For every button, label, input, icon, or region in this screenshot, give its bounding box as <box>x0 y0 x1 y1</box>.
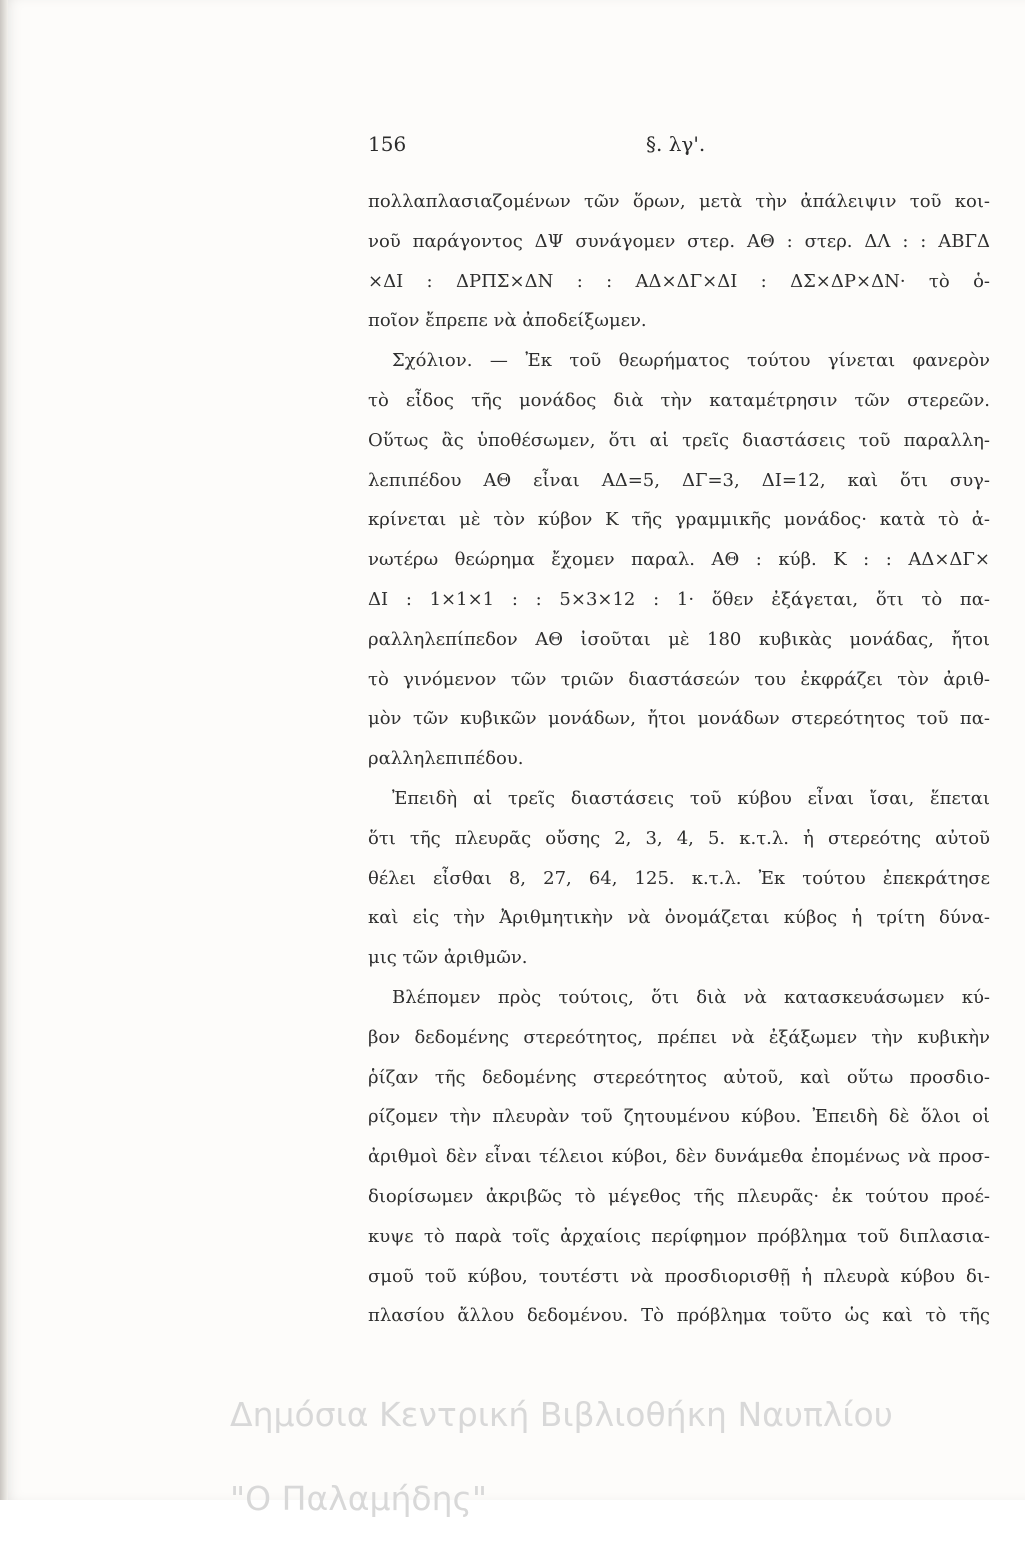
page-number: 156 <box>368 132 407 156</box>
text-line: τὸ γινόμενον τῶν τριῶν διαστάσεών του ἐκφράζει τὸν ἀριθ- <box>368 668 990 690</box>
text-line: καὶ εἰς τὴν Ἀριθμητικὴν νὰ ὀνομάζεται κύβος ἡ τρίτη δύνα- <box>368 907 990 929</box>
text-line: μὸν τῶν κυβικῶν μονάδων, ἤτοι μονάδων στερεότητος τοῦ πα- <box>368 708 990 730</box>
page-header <box>368 132 988 172</box>
text-line: διορίσωμεν ἀκριβῶς τὸ μέγεθος τῆς πλευρᾶς· ἐκ τούτου προέ- <box>368 1185 990 1207</box>
text-line: σμοῦ τοῦ κύβου, τουτέστι νὰ προσδιορισθῇ ἡ πλευρὰ κύβου δι- <box>368 1265 990 1287</box>
text-line: ραλληλεπίπεδον ΑΘ ἰσοῦται μὲ 180 κυβικὰς μονάδας, ἤτοι <box>368 628 990 650</box>
text-line: πολλαπλασιαζομένων τῶν ὅρων, μετὰ τὴν ἀπάλειψιν τοῦ κοι- <box>368 191 990 212</box>
text-line: νωτέρω θεώρημα ἔχομεν παραλ. ΑΘ : κύβ. Κ : : ΑΔ×ΔΓ× <box>368 549 990 571</box>
text-line: τὸ εἶδος τῆς μονάδος διὰ τὴν καταμέτρησιν τῶν στερεῶν. <box>368 389 990 411</box>
text-line: θέλει εἶσθαι 8, 27, 64, 125. κ.τ.λ. Ἐκ τούτου ἐπεκράτησε <box>368 867 990 889</box>
text-line: ραλληλεπιπέδου. <box>368 748 524 770</box>
body-text <box>368 182 990 1336</box>
text-line: ῥίζαν τῆς δεδομένης στερεότητος αὐτοῦ, καὶ οὕτω προσδιο- <box>368 1066 990 1088</box>
text-line: ×ΔΙ : ΔΡΠΣ×ΔΝ : : ΑΔ×ΔΓ×ΔΙ : ΔΣ×ΔΡ×ΔΝ· τὸ ὁ- <box>368 270 990 292</box>
text-line: νοῦ παράγοντος ΔΨ συνάγομεν στερ. ΑΘ : στερ. ΔΛ : : ΑΒΓΔ <box>368 230 990 252</box>
text-line: λεπιπέδου ΑΘ εἶναι ΑΔ=5, ΔΓ=3, ΔΙ=12, καὶ ὅτι συγ- <box>368 469 990 491</box>
library-watermark <box>230 1352 990 1562</box>
text-line: ποῖον ἔπρεπε νὰ ἀποδείξωμεν. <box>368 310 647 332</box>
watermark-line: "Ο Παλαμήδης" <box>230 1479 488 1518</box>
text-line: ΔΙ : 1×1×1 : : 5×3×12 : 1· ὅθεν ἐξάγεται, ὅτι τὸ πα- <box>368 588 990 610</box>
text-line: ἀριθμοὶ δὲν εἶναι τέλειοι κύβοι, δὲν δυνάμεθα ἐπομένως νὰ προσ- <box>368 1146 990 1168</box>
text-line: Οὕτως ἂς ὑποθέσωμεν, ὅτι αἱ τρεῖς διαστάσεις τοῦ παραλλη- <box>368 429 990 451</box>
watermark-line: Δημόσια Κεντρική Βιβλιοθήκη Ναυπλίου <box>230 1395 893 1434</box>
text-line: Ἐπειδὴ αἱ τρεῖς διαστάσεις τοῦ κύβου εἶναι ἴσαι, ἕπεται <box>392 787 990 809</box>
section-heading: §. λγ'. <box>646 132 706 156</box>
text-line: κρίνεται μὲ τὸν κύβον Κ τῆς γραμμικῆς μονάδος· κατὰ τὸ ἀ- <box>368 509 990 531</box>
text-line: ὅτι τῆς πλευρᾶς οὔσης 2, 3, 4, 5. κ.τ.λ. ἡ στερεότης αὐτοῦ <box>368 827 990 849</box>
text-line: μις τῶν ἀριθμῶν. <box>368 947 528 969</box>
page-binding-edge <box>0 0 8 1500</box>
text-line: βον δεδομένης στερεότητος, πρέπει νὰ ἐξάξωμεν τὴν κυβικὴν <box>368 1026 990 1048</box>
text-line: Σχόλιον. — Ἐκ τοῦ θεωρήματος τούτου γίνεται φανερὸν <box>392 350 990 372</box>
text-line: κυψε τὸ παρὰ τοῖς ἀρχαίοις περίφημον πρόβλημα τοῦ διπλασια- <box>368 1225 990 1247</box>
text-line: Βλέπομεν πρὸς τούτοις, ὅτι διὰ νὰ κατασκευάσωμεν κύ- <box>392 986 990 1008</box>
text-line: ρίζομεν τὴν πλευρὰν τοῦ ζητουμένου κύβου. Ἐπειδὴ δὲ ὅλοι οἱ <box>368 1106 990 1128</box>
text-line: πλασίου ἄλλου δεδομένου. Τὸ πρόβλημα τοῦτο ὡς καὶ τὸ τῆς <box>368 1305 990 1327</box>
